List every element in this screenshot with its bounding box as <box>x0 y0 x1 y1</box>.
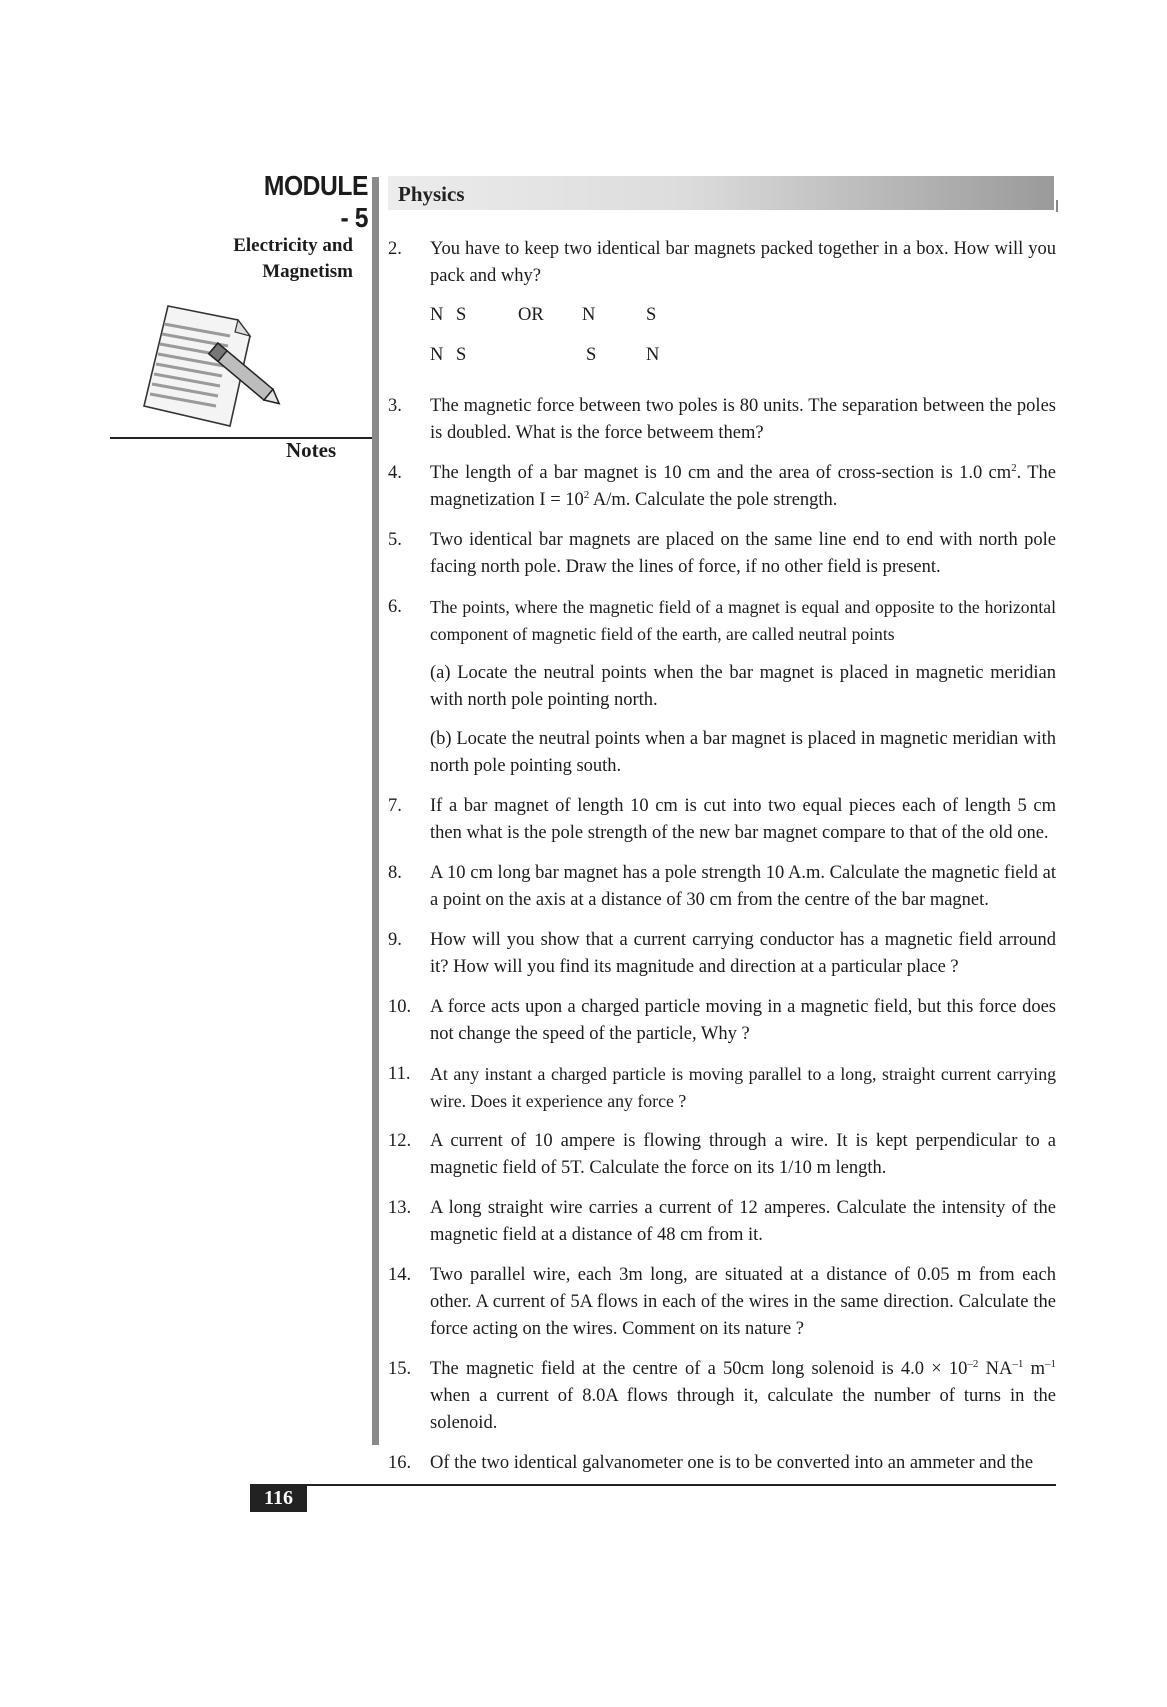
question-number: 9. <box>388 930 402 950</box>
question-text: If a bar magnet of length 10 cm is cut into two equal pieces each of length 5 cm then what is the pole strength of the new bar magnet compare to that of the old one. <box>430 796 1056 843</box>
question-item <box>388 860 1056 914</box>
question-item <box>388 236 1056 380</box>
question-item <box>388 1061 1056 1115</box>
question-item <box>388 460 1056 514</box>
question-number: 8. <box>388 863 402 883</box>
text-part: . The magnetization I = 10 <box>430 463 1056 510</box>
subject-header <box>388 176 1054 210</box>
question-text: The magnetic force between two poles is 80 units. The separation between the poles is doubled. What is the force betweem them? <box>430 396 1056 443</box>
pole-label: S <box>456 305 467 325</box>
notes-label: Notes <box>286 438 337 462</box>
module-subtitle-line2: Magnetism <box>262 261 353 282</box>
question-number: 4. <box>388 463 402 483</box>
module-title: MODULE - 5 <box>263 170 368 233</box>
subject-title: Physics <box>398 182 465 206</box>
superscript: –1 <box>1045 1357 1056 1370</box>
question-number: 12. <box>388 1131 412 1151</box>
question-number: 13. <box>388 1198 412 1218</box>
question-number: 6. <box>388 597 402 617</box>
question-number: 5. <box>388 530 402 550</box>
superscript: –1 <box>1012 1357 1024 1370</box>
question-item <box>388 1128 1056 1182</box>
question-number: 11. <box>388 1064 411 1084</box>
question-text <box>430 1356 1056 1437</box>
question-item <box>388 1195 1056 1249</box>
header-tick <box>1056 200 1058 212</box>
superscript: 2 <box>1011 461 1017 474</box>
pole-arrangement <box>430 302 1056 380</box>
notes-pencil-icon <box>138 302 298 442</box>
text-part: The length of a bar magnet is 10 cm and the area of cross-section is 1.0 cm <box>430 463 1012 483</box>
question-text: Two parallel wire, each 3m long, are situated at a distance of 0.05 m from each other. A current of 5A flows in each of the wires in the same direction. Calculate the force acting on the wires. Comment on its nature ? <box>430 1265 1056 1339</box>
question-text: You have to keep two identical bar magnets packed together in a box. How will you pack and why? <box>430 239 1056 286</box>
question-list <box>388 236 1056 1490</box>
or-label: OR <box>518 305 544 325</box>
question-text <box>430 460 1056 514</box>
question-number: 2. <box>388 239 402 259</box>
text-part: m <box>1023 1359 1045 1379</box>
question-text: Of the two identical galvanometer one is to be converted into an ammeter and the <box>430 1453 1034 1473</box>
question-text: How will you show that a current carrying conductor has a magnetic field arround it? How will you find its magnitude and direction at a particular place ? <box>430 930 1056 977</box>
question-number: 7. <box>388 796 402 816</box>
question-text: A force acts upon a charged particle moving in a magnetic field, but this force does not change the speed of the particle, Why ? <box>430 997 1056 1044</box>
question-item <box>388 1450 1056 1477</box>
question-number: 14. <box>388 1265 412 1285</box>
question-number: 10. <box>388 997 412 1017</box>
pole-label: S <box>456 345 467 365</box>
question-item <box>388 594 1056 780</box>
pole-label: S <box>646 305 657 325</box>
question-item <box>388 527 1056 581</box>
superscript: 2 <box>583 488 590 501</box>
question-number: 16. <box>388 1453 412 1473</box>
pole-label: N <box>646 345 660 365</box>
question-item <box>388 1356 1056 1437</box>
superscript: –2 <box>967 1357 979 1370</box>
text-part: The magnetic field at the centre of a 50cm long solenoid is 4.0 × 10 <box>430 1359 968 1379</box>
question-item <box>388 793 1056 847</box>
question-text: A long straight wire carries a current of 12 amperes. Calculate the intensity of the magnetic field at a distance of 48 cm from it. <box>430 1198 1056 1245</box>
question-text: At any instant a charged particle is moving parallel to a long, straight current carrying wire. Does it experience any force ? <box>430 1064 1056 1111</box>
question-text: A current of 10 ampere is flowing through a wire. It is kept perpendicular to a magnetic field of 5T. Calculate the force on its 1/10 m length. <box>430 1131 1056 1178</box>
text-part: when a current of 8.0A flows through it, calculate the number of turns in the solenoid. <box>430 1386 1056 1433</box>
sub-question-a: (a) Locate the neutral points when the bar magnet is placed in magnetic meridian with north pole pointing north. <box>430 663 1056 710</box>
margin-rule <box>372 177 379 1445</box>
pole-label: N <box>430 305 444 325</box>
page-number: 116 <box>250 1484 307 1512</box>
question-text: A 10 cm long bar magnet has a pole strength 10 A.m. Calculate the magnetic field at a point on the axis at a distance of 30 cm from the centre of the bar magnet. <box>430 863 1056 910</box>
module-subtitle <box>190 233 353 285</box>
question-item <box>388 994 1056 1048</box>
sub-question-b: (b) Locate the neutral points when a bar magnet is placed in magnetic meridian with north pole pointing south. <box>430 729 1056 776</box>
question-number: 3. <box>388 396 402 416</box>
footer-rule <box>250 1484 1056 1486</box>
text-part: A/m. Calculate the pole strength. <box>589 490 838 510</box>
question-number: 15. <box>388 1359 412 1379</box>
text-part: NA <box>978 1359 1013 1379</box>
question-item <box>388 393 1056 447</box>
question-text: Two identical bar magnets are placed on the same line end to end with north pole facing north pole. Draw the lines of force, if no other field is present. <box>430 530 1056 577</box>
module-subtitle-line1: Electricity and <box>233 235 353 256</box>
pole-label: S <box>586 345 597 365</box>
question-item <box>388 927 1056 981</box>
question-item <box>388 1262 1056 1343</box>
pole-label: N <box>430 345 444 365</box>
question-text: The points, where the magnetic field of a magnet is equal and opposite to the horizontal component of magnetic field of the earth, are called neutral points <box>430 597 1056 644</box>
pole-label: N <box>582 305 596 325</box>
